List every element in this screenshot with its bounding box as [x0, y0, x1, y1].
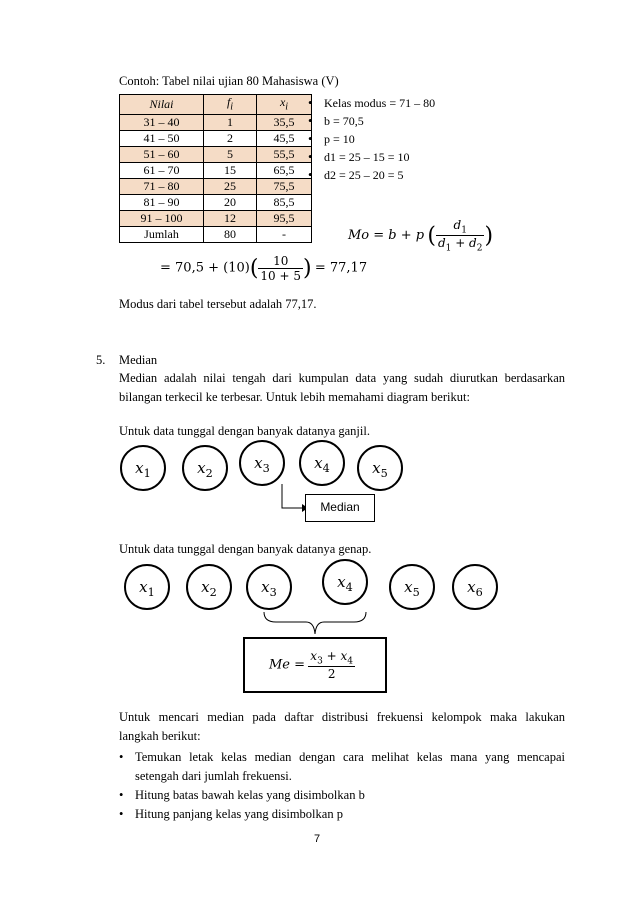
step-text: Hitung batas bawah kelas yang disimbolkan b	[135, 788, 365, 802]
table-header-row	[120, 95, 312, 115]
section-heading: Median	[119, 353, 158, 367]
section-number: 5.	[96, 353, 106, 367]
odd-circle-x1	[120, 445, 166, 491]
median-formula-lhs: Me =	[269, 657, 306, 673]
calculation-result: = 77,17	[314, 260, 368, 276]
grouped-intro-line-1: Untuk mencari median pada daftar distribusi frekuensi kelompok maka lakukan	[119, 710, 565, 724]
median-formula	[269, 649, 355, 681]
table-cell: 51 – 60	[120, 147, 204, 163]
median-steps-list	[119, 748, 565, 824]
odd-data-caption: Untuk data tunggal dengan banyak datanya ganjil.	[119, 424, 370, 438]
odd-circle-x5	[357, 445, 403, 491]
table-cell: 75,5	[257, 179, 312, 195]
header-xi: $x_i$	[257, 95, 312, 115]
even-circle-label: $x_6$	[467, 578, 483, 599]
median-formula-box	[243, 637, 387, 693]
even-data-caption: Untuk data tunggal dengan banyak datanya genap.	[119, 542, 372, 556]
median-paragraph-line-1: Median adalah nilai tengah dari kumpulan data yang sudah diurutkan berdasarkan	[119, 371, 565, 385]
table-row	[120, 195, 312, 211]
odd-circle-label: $x_3$	[254, 454, 270, 475]
odd-circle-x2	[182, 445, 228, 491]
mode-formula-numerator: $d_1$	[436, 218, 485, 236]
table-cell: 1	[204, 115, 257, 131]
table-row	[120, 211, 312, 227]
table-cell: 31 – 40	[120, 115, 204, 131]
table-cell: 95,5	[257, 211, 312, 227]
even-circle-x5	[389, 564, 435, 610]
median-brace	[262, 610, 368, 640]
even-circle-x2	[186, 564, 232, 610]
list-item: • d1 = 25 – 15 = 10	[306, 148, 435, 166]
table-cell: 12	[204, 211, 257, 227]
even-circle-x3	[246, 564, 292, 610]
odd-circle-label: $x_2$	[197, 459, 213, 480]
even-circle-x1	[124, 564, 170, 610]
table-row	[120, 147, 312, 163]
table-cell: Jumlah	[120, 227, 204, 243]
mode-calculation: = 70,5 + (10)( $\frac{10}{10 + 5}$ ) = 77,17	[160, 254, 368, 283]
mode-conclusion: Modus dari tabel tersebut adalah 77,17.	[119, 297, 317, 311]
median-paragraph-line-2: bilangan terkecil ke terbesar. Untuk lebih memahami diagram berikut:	[119, 390, 470, 404]
table-cell: 20	[204, 195, 257, 211]
table-cell: 35,5	[257, 115, 312, 131]
mode-formula: Mo = b + p ( $\frac{d_1}{d_1 + d_2}$ )	[348, 218, 494, 254]
table-cell: 41 – 50	[120, 131, 204, 147]
table-row	[120, 115, 312, 131]
table-cell: 71 – 80	[120, 179, 204, 195]
calculation-prefix: = 70,5 + (10)	[160, 260, 250, 276]
step-text: Temukan letak kelas median dengan cara melihat kelas mana yang mencapai	[135, 750, 565, 764]
even-circle-label: $x_2$	[201, 578, 217, 599]
table-cell: 80	[204, 227, 257, 243]
header-fi: $f_i$	[204, 95, 257, 115]
step-text: Hitung panjang kelas yang disimbolkan p	[135, 807, 343, 821]
odd-circle-label: $x_5$	[372, 459, 388, 480]
even-circle-label: $x_4$	[337, 573, 353, 594]
even-circle-label: $x_3$	[261, 578, 277, 599]
table-caption: Contoh: Tabel nilai ujian 80 Mahasiswa (V)	[119, 74, 339, 88]
list-item: • Kelas modus = 71 – 80	[306, 94, 435, 112]
list-item: • Temukan letak kelas median dengan cara melihat kelas mana yang mencapai	[119, 748, 565, 767]
calculation-numerator: 10	[258, 254, 303, 269]
even-circle-label: $x_1$	[139, 578, 155, 599]
table-cell: 45,5	[257, 131, 312, 147]
list-item: • Hitung panjang kelas yang disimbolkan p	[119, 807, 343, 821]
odd-circle-x3	[239, 440, 285, 486]
table-cell: 65,5	[257, 163, 312, 179]
page-number: 7	[314, 833, 321, 845]
modus-values-list	[306, 94, 435, 184]
table-cell: 15	[204, 163, 257, 179]
list-item: • b = 70,5	[306, 112, 435, 130]
header-nilai: Nilai	[120, 95, 204, 115]
grades-table	[119, 94, 312, 243]
even-circle-x4	[322, 559, 368, 605]
even-circle-x6	[452, 564, 498, 610]
step-continuation: setengah dari jumlah frekuensi.	[135, 769, 292, 783]
table-row	[120, 131, 312, 147]
table-cell: -	[257, 227, 312, 243]
grouped-intro-line-2: langkah berikut:	[119, 729, 201, 743]
list-item: • Hitung batas bawah kelas yang disimbolkan b	[119, 788, 365, 802]
table-cell: 2	[204, 131, 257, 147]
table-cell: 91 – 100	[120, 211, 204, 227]
table-cell: 5	[204, 147, 257, 163]
odd-circle-x4	[299, 440, 345, 486]
table-row	[120, 163, 312, 179]
table-cell: 55,5	[257, 147, 312, 163]
table-cell: 85,5	[257, 195, 312, 211]
median-formula-denominator: 2	[327, 667, 336, 682]
list-item: • p = 10	[306, 130, 435, 148]
mode-formula-denominator: $d_1 + d_2$	[437, 236, 483, 254]
median-connector-arrow	[270, 484, 310, 516]
even-circle-label: $x_5$	[404, 578, 420, 599]
mode-formula-lhs: Mo = b + p	[348, 227, 425, 243]
median-formula-numerator: $x_3 + x_4$	[310, 649, 353, 667]
table-row	[120, 179, 312, 195]
odd-circle-label: $x_1$	[135, 459, 151, 480]
odd-circle-label: $x_4$	[314, 454, 330, 475]
table-cell: 25	[204, 179, 257, 195]
table-row	[120, 227, 312, 243]
table-cell: 61 – 70	[120, 163, 204, 179]
median-label-box	[305, 494, 375, 522]
table-cell: 81 – 90	[120, 195, 204, 211]
calculation-denominator: 10 + 5	[260, 269, 302, 283]
median-label: Median	[320, 500, 360, 514]
list-item: • d2 = 25 – 20 = 5	[306, 166, 435, 184]
